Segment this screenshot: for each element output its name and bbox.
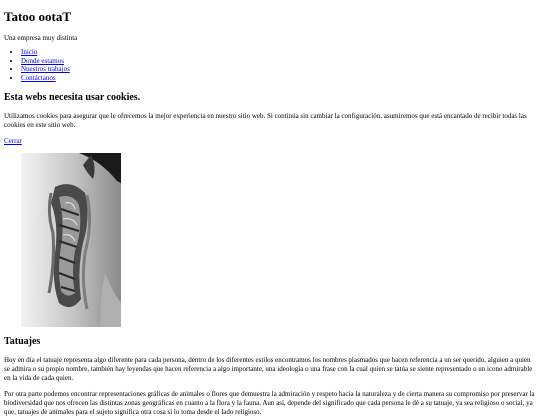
tattoo-photo-graphic (21, 153, 121, 327)
cookie-notice-title: Esta webs necesita usar cookies. (4, 91, 141, 103)
site-title: Tatoo ootaT (4, 9, 72, 24)
nav-item-contactanos (21, 74, 536, 82)
nav-item-inicio (21, 48, 536, 56)
cookie-close-wrap (4, 137, 536, 146)
nav-link-contactanos[interactable]: Contáctanos (21, 73, 56, 82)
nav-item-nuestros-trabajos (21, 65, 536, 73)
section-title: Tatuajes (4, 336, 41, 348)
nav-link-nuestros-trabajos[interactable]: Nuestros trabajos (21, 65, 70, 74)
tattoo-photo (21, 153, 121, 327)
nav-link-inicio[interactable]: Inicio (21, 48, 38, 57)
page (0, 9, 540, 417)
cookie-close-link[interactable]: Cerrar (4, 137, 22, 146)
nav-link-donde-estamos[interactable]: Donde estamos (21, 56, 64, 65)
nav-item-donde-estamos (21, 57, 536, 65)
site-tagline: Una empresa muy distinta (4, 33, 78, 42)
section-paragraph-1: Hoy en día el tatuaje representa algo diferente para cada persona, dentro de los diferentes estilos encontramos los nombres plasmados que hacen referencia a un ser querido, alguien a quien se admira o su propio nombre, también hay leyendas que hacen referencia a algo importante, una ideología o una frase con la cual quien se tatúa se siente representado o un icono admirable en la vida de cada quien. (4, 356, 533, 382)
cookie-notice-text: Utilizamos cookies para asegurar que le ofrecemos la mejor experiencia en nuestro sitio web. Si continúa sin cambiar la configuración, asumiremos que está encantado de recibir todas las cookies en este sitio web. (4, 111, 527, 129)
section-paragraph-2: Por otra parte podemos encontrar representaciones gráficas de animales o flores que demuestra la admiración y respeto hacia la naturaleza y de cierta manera su compromiso por preservar la biodiversidad que nos ofrecen las distintas zonas geográficas en cuanto a la flora y la fauna. Aun así, depende del significado que cada persona le dé a su tatuaje, ya sea religioso o social, ya que, tatuajes de animales para el sujeto significa otra cosa si lo toma desde el lado religioso. (4, 390, 535, 416)
main-nav (4, 48, 536, 82)
